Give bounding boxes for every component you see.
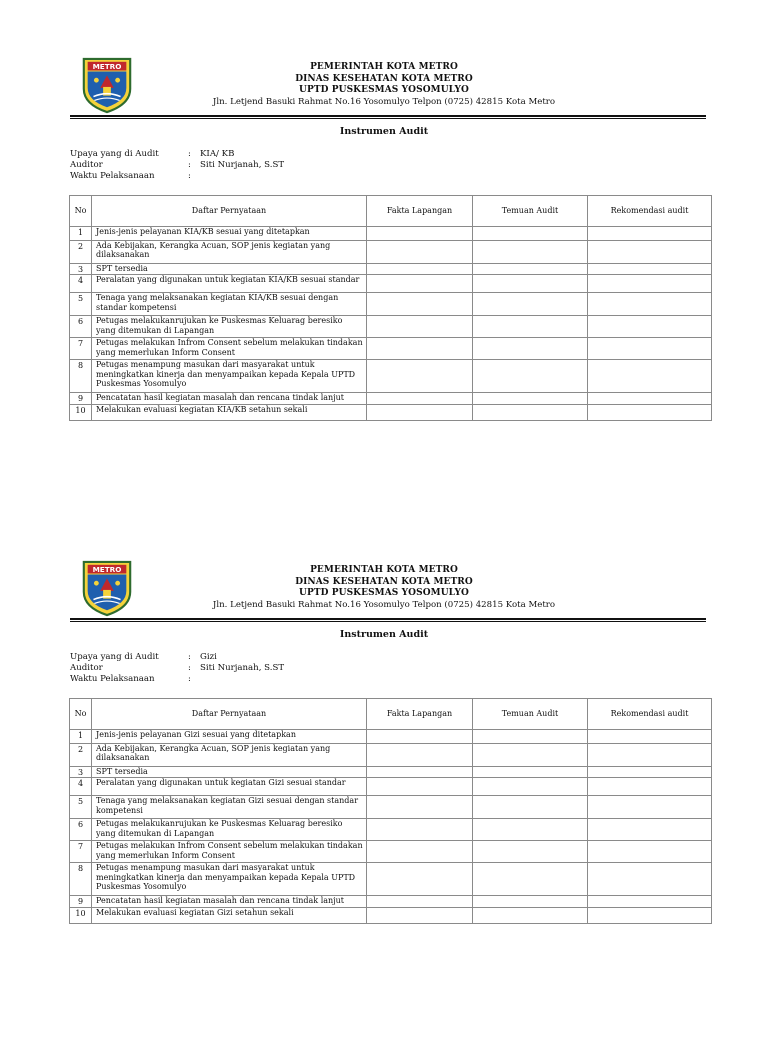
- col-header-recommendation: Rekomendasi audit: [588, 196, 712, 227]
- logo-text: METRO: [92, 565, 122, 575]
- fact-cell[interactable]: [367, 841, 473, 863]
- row-number: 9: [70, 896, 92, 907]
- finding-cell[interactable]: [473, 316, 588, 338]
- table-body: [70, 227, 712, 421]
- finding-cell[interactable]: [473, 275, 588, 293]
- row-statement: Petugas melakukanrujukan ke Puskesmas Keluarag beresiko yang ditemukan di Lapangan: [92, 316, 367, 338]
- row-number: 10: [70, 404, 92, 420]
- recommendation-cell[interactable]: [588, 241, 712, 264]
- row-statement: Tenaga yang melaksanakan kegiatan Gizi sesuai dengan standar kompetensi: [92, 796, 367, 819]
- row-number: 7: [70, 841, 92, 863]
- table-row: [70, 841, 712, 863]
- recommendation-cell[interactable]: [588, 778, 712, 796]
- row-number: 8: [70, 360, 92, 393]
- row-number: 5: [70, 796, 92, 819]
- form-title: Instrumen Audit: [339, 629, 429, 640]
- recommendation-cell[interactable]: [588, 360, 712, 393]
- letterhead: [150, 62, 618, 108]
- audit-form-2: [0, 559, 768, 1059]
- field-audited-effort: [70, 652, 284, 663]
- recommendation-cell[interactable]: [588, 393, 712, 404]
- table-header-row: [70, 196, 712, 227]
- table-header-row: [70, 699, 712, 730]
- address-line: Jln. Letjend Basuki Rahmat No.16 Yosomulyo Telpon (0725) 42815 Kota Metro: [212, 96, 556, 107]
- row-statement: Petugas melakukan Infrom Consent sebelum melakukan tindakan yang memerlukan Inform Consent: [92, 841, 367, 863]
- fact-cell[interactable]: [367, 767, 473, 778]
- fact-cell[interactable]: [367, 907, 473, 923]
- fact-cell[interactable]: [367, 316, 473, 338]
- table-row: [70, 241, 712, 264]
- field-value: Siti Nurjanah, S.ST: [200, 160, 285, 170]
- col-header-statement: Daftar Pernyataan: [92, 196, 367, 227]
- table-row: [70, 264, 712, 275]
- finding-cell[interactable]: [473, 767, 588, 778]
- table-row: [70, 819, 712, 841]
- letterhead: [150, 565, 618, 611]
- field-auditor: [70, 663, 284, 674]
- field-value: Gizi: [200, 652, 217, 662]
- field-value: Siti Nurjanah, S.ST: [200, 663, 285, 673]
- row-number: 10: [70, 907, 92, 923]
- col-header-finding: Temuan Audit: [473, 699, 588, 730]
- table-row: [70, 778, 712, 796]
- fact-cell[interactable]: [367, 404, 473, 420]
- row-statement: Melakukan evaluasi kegiatan KIA/KB setahun sekali: [92, 404, 367, 420]
- col-header-fact: Fakta Lapangan: [367, 196, 473, 227]
- health-center-name: UPTD PUSKESMAS YOSOMULYO: [299, 588, 469, 598]
- letterhead-rule: [70, 618, 706, 620]
- department-name: DINAS KESEHATAN KOTA METRO: [295, 576, 473, 587]
- finding-cell[interactable]: [473, 264, 588, 275]
- table-row: [70, 227, 712, 241]
- fact-cell[interactable]: [367, 744, 473, 767]
- col-header-finding: Temuan Audit: [473, 196, 588, 227]
- field-colon: :: [188, 160, 191, 170]
- field-label: Waktu Pelaksanaan: [70, 674, 155, 684]
- finding-cell[interactable]: [473, 360, 588, 393]
- department-name: DINAS KESEHATAN KOTA METRO: [295, 73, 473, 84]
- recommendation-cell[interactable]: [588, 819, 712, 841]
- row-number: 3: [70, 767, 92, 778]
- table-row: [70, 796, 712, 819]
- row-number: 4: [70, 778, 92, 796]
- field-value: KIA/ KB: [200, 149, 235, 159]
- table-row: [70, 316, 712, 338]
- table-row: [70, 907, 712, 923]
- row-statement: Petugas menampung masukan dari masyarakat untuk meningkatkan kinerja dan menyampaikan kepada Kepala UPTD Puskesmas Yosomulyo: [92, 863, 367, 896]
- row-number: 6: [70, 316, 92, 338]
- recommendation-cell[interactable]: [588, 907, 712, 923]
- finding-cell[interactable]: [473, 393, 588, 404]
- fact-cell[interactable]: [367, 778, 473, 796]
- row-statement: Jenis-jenis pelayanan Gizi sesuai yang ditetapkan: [92, 730, 367, 744]
- table-row: [70, 744, 712, 767]
- finding-cell[interactable]: [473, 819, 588, 841]
- recommendation-cell[interactable]: [588, 264, 712, 275]
- fact-cell[interactable]: [367, 227, 473, 241]
- row-statement: Peralatan yang digunakan untuk kegiatan KIA/KB sesuai standar: [92, 275, 367, 293]
- recommendation-cell[interactable]: [588, 293, 712, 316]
- audit-form-1: [0, 56, 768, 556]
- fact-cell[interactable]: [367, 338, 473, 360]
- government-name: PEMERINTAH KOTA METRO: [310, 62, 458, 72]
- row-number: 6: [70, 819, 92, 841]
- recommendation-cell[interactable]: [588, 316, 712, 338]
- row-number: 4: [70, 275, 92, 293]
- table-row: [70, 338, 712, 360]
- form-fields: [70, 149, 284, 182]
- row-number: 7: [70, 338, 92, 360]
- row-statement: Petugas menampung masukan dari masyarakat untuk meningkatkan kinerja dan menyampaikan kepada Kepala UPTD Puskesmas Yosomulyo: [92, 360, 367, 393]
- form-fields: [70, 652, 284, 685]
- fact-cell[interactable]: [367, 863, 473, 896]
- fact-cell[interactable]: [367, 896, 473, 907]
- recommendation-cell[interactable]: [588, 767, 712, 778]
- field-execution-time: [70, 674, 284, 685]
- col-header-recommendation: Rekomendasi audit: [588, 699, 712, 730]
- metro-city-emblem-logo: [78, 56, 136, 114]
- finding-cell[interactable]: [473, 338, 588, 360]
- field-label: Waktu Pelaksanaan: [70, 171, 155, 181]
- table-row: [70, 730, 712, 744]
- field-auditor: [70, 160, 284, 171]
- finding-cell[interactable]: [473, 841, 588, 863]
- row-number: 5: [70, 293, 92, 316]
- recommendation-cell[interactable]: [588, 227, 712, 241]
- logo-text: METRO: [92, 62, 122, 72]
- row-statement: Melakukan evaluasi kegiatan Gizi setahun sekali: [92, 907, 367, 923]
- row-statement: Tenaga yang melaksanakan kegiatan KIA/KB sesuai dengan standar kompetensi: [92, 293, 367, 316]
- audit-table: [69, 698, 712, 924]
- fact-cell[interactable]: [367, 796, 473, 819]
- recommendation-cell[interactable]: [588, 404, 712, 420]
- recommendation-cell[interactable]: [588, 744, 712, 767]
- field-label: Upaya yang di Audit: [70, 652, 159, 662]
- fact-cell[interactable]: [367, 730, 473, 744]
- metro-city-emblem-logo: [78, 559, 136, 617]
- field-audited-effort: [70, 149, 284, 160]
- row-number: 9: [70, 393, 92, 404]
- letterhead-rule-thin: [70, 118, 706, 119]
- recommendation-cell[interactable]: [588, 863, 712, 896]
- col-header-fact: Fakta Lapangan: [367, 699, 473, 730]
- row-statement: Pencatatan hasil kegiatan masalah dan rencana tindak lanjut: [92, 393, 367, 404]
- row-number: 8: [70, 863, 92, 896]
- table-row: [70, 360, 712, 393]
- row-statement: Pencatatan hasil kegiatan masalah dan rencana tindak lanjut: [92, 896, 367, 907]
- health-center-name: UPTD PUSKESMAS YOSOMULYO: [299, 85, 469, 95]
- finding-cell[interactable]: [473, 778, 588, 796]
- row-statement: Ada Kebijakan, Kerangka Acuan, SOP jenis kegiatan yang dilaksanakan: [92, 241, 367, 264]
- row-statement: Petugas melakukanrujukan ke Puskesmas Keluarag beresiko yang ditemukan di Lapangan: [92, 819, 367, 841]
- recommendation-cell[interactable]: [588, 841, 712, 863]
- finding-cell[interactable]: [473, 907, 588, 923]
- field-label: Auditor: [70, 663, 103, 673]
- address-line: Jln. Letjend Basuki Rahmat No.16 Yosomulyo Telpon (0725) 42815 Kota Metro: [212, 599, 556, 610]
- finding-cell[interactable]: [473, 730, 588, 744]
- field-label: Upaya yang di Audit: [70, 149, 159, 159]
- finding-cell[interactable]: [473, 241, 588, 264]
- finding-cell[interactable]: [473, 404, 588, 420]
- field-colon: :: [188, 149, 191, 159]
- table-row: [70, 863, 712, 896]
- fact-cell[interactable]: [367, 360, 473, 393]
- table-row: [70, 767, 712, 778]
- row-number: 3: [70, 264, 92, 275]
- recommendation-cell[interactable]: [588, 896, 712, 907]
- row-statement: Peralatan yang digunakan untuk kegiatan Gizi sesuai standar: [92, 778, 367, 796]
- field-colon: :: [188, 674, 191, 684]
- row-number: 2: [70, 744, 92, 767]
- fact-cell[interactable]: [367, 819, 473, 841]
- row-statement: Ada Kebijakan, Kerangka Acuan, SOP jenis kegiatan yang dilaksanakan: [92, 744, 367, 767]
- fact-cell[interactable]: [367, 275, 473, 293]
- fact-cell[interactable]: [367, 293, 473, 316]
- fact-cell[interactable]: [367, 264, 473, 275]
- recommendation-cell[interactable]: [588, 730, 712, 744]
- field-colon: :: [188, 652, 191, 662]
- recommendation-cell[interactable]: [588, 275, 712, 293]
- fact-cell[interactable]: [367, 241, 473, 264]
- row-number: 1: [70, 730, 92, 744]
- field-colon: :: [188, 663, 191, 673]
- audit-table: [69, 195, 712, 421]
- table-row: [70, 293, 712, 316]
- letterhead-rule-thin: [70, 621, 706, 622]
- field-colon: :: [188, 171, 191, 181]
- table-row: [70, 404, 712, 420]
- table-row: [70, 896, 712, 907]
- col-header-statement: Daftar Pernyataan: [92, 699, 367, 730]
- finding-cell[interactable]: [473, 744, 588, 767]
- recommendation-cell[interactable]: [588, 338, 712, 360]
- col-header-no: No: [70, 196, 92, 227]
- recommendation-cell[interactable]: [588, 796, 712, 819]
- field-execution-time: [70, 171, 284, 182]
- form-title: Instrumen Audit: [339, 126, 429, 137]
- row-number: 1: [70, 227, 92, 241]
- government-name: PEMERINTAH KOTA METRO: [310, 565, 458, 575]
- table-body: [70, 730, 712, 924]
- row-statement: Petugas melakukan Infrom Consent sebelum melakukan tindakan yang memerlukan Inform Consent: [92, 338, 367, 360]
- fact-cell[interactable]: [367, 393, 473, 404]
- row-number: 2: [70, 241, 92, 264]
- table-row: [70, 275, 712, 293]
- finding-cell[interactable]: [473, 293, 588, 316]
- row-statement: SPT tersedia: [92, 767, 367, 778]
- letterhead-rule: [70, 115, 706, 117]
- row-statement: Jenis-jenis pelayanan KIA/KB sesuai yang ditetapkan: [92, 227, 367, 241]
- field-label: Auditor: [70, 160, 103, 170]
- finding-cell[interactable]: [473, 796, 588, 819]
- row-statement: SPT tersedia: [92, 264, 367, 275]
- finding-cell[interactable]: [473, 227, 588, 241]
- finding-cell[interactable]: [473, 863, 588, 896]
- table-row: [70, 393, 712, 404]
- col-header-no: No: [70, 699, 92, 730]
- finding-cell[interactable]: [473, 896, 588, 907]
